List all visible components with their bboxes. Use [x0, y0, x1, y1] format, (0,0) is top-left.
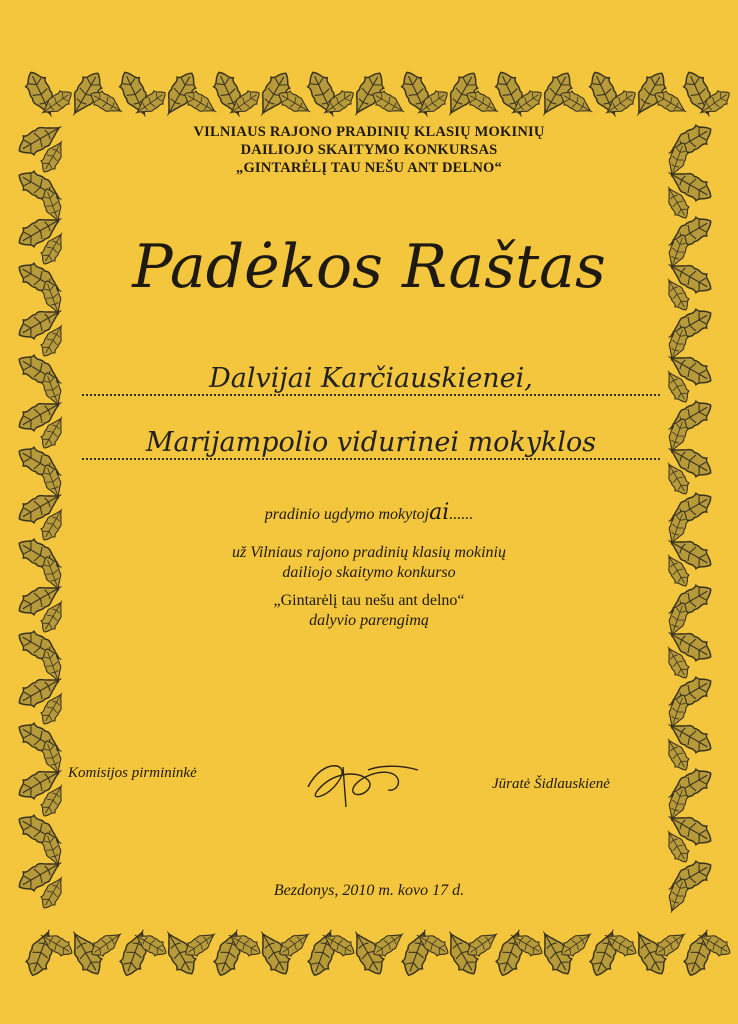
signature-label: Komisijos pirmininkė: [68, 765, 197, 781]
body-line-1: už Vilniaus rajono pradinių klasių mokinių: [232, 544, 506, 561]
oak-leaf-icon: [22, 926, 59, 979]
certificate-title: Padėkos Raštas: [132, 232, 606, 302]
oak-leaf-icon: [210, 926, 247, 979]
handwritten-signature: [298, 752, 428, 812]
role-printed: pradinio ugdymo mokytoj: [264, 506, 430, 523]
body-line-3: „Gintarėlį tau nešu ant delno“: [273, 592, 465, 609]
recipient-school: Marijampolio vidurinei mokyklos: [82, 428, 660, 460]
oak-leaf-icon: [398, 926, 435, 979]
body-line-2: dailiojo skaitymo konkurso: [282, 564, 456, 581]
oak-leaf-icon: [586, 926, 623, 979]
oak-leaf-icon: [680, 926, 717, 979]
oak-leaf-icon: [116, 926, 153, 979]
signatory-name: Jūratė Šidlauskienė: [492, 776, 610, 792]
place-date: Bezdonys, 2010 m. kovo 17 d.: [273, 882, 465, 899]
role-dots: ......: [449, 506, 474, 523]
role-line: [0, 500, 738, 525]
header-line-3: „GINTARĖLĮ TAU NEŠU ANT DELNO“: [236, 160, 502, 176]
role-handwritten: ai: [429, 500, 450, 525]
oak-leaf-icon: [304, 926, 341, 979]
header-line-1: VILNIAUS RAJONO PRADINIŲ KLASIŲ MOKINIŲ: [193, 124, 545, 140]
body-line-4: dalyvio parengimą: [309, 612, 429, 629]
recipient-name: Dalvijai Karčiauskienei,: [82, 364, 660, 396]
oak-leaf-icon: [492, 926, 529, 979]
header-line-2: DAILIOJO SKAITYMO KONKURSAS: [240, 142, 498, 158]
